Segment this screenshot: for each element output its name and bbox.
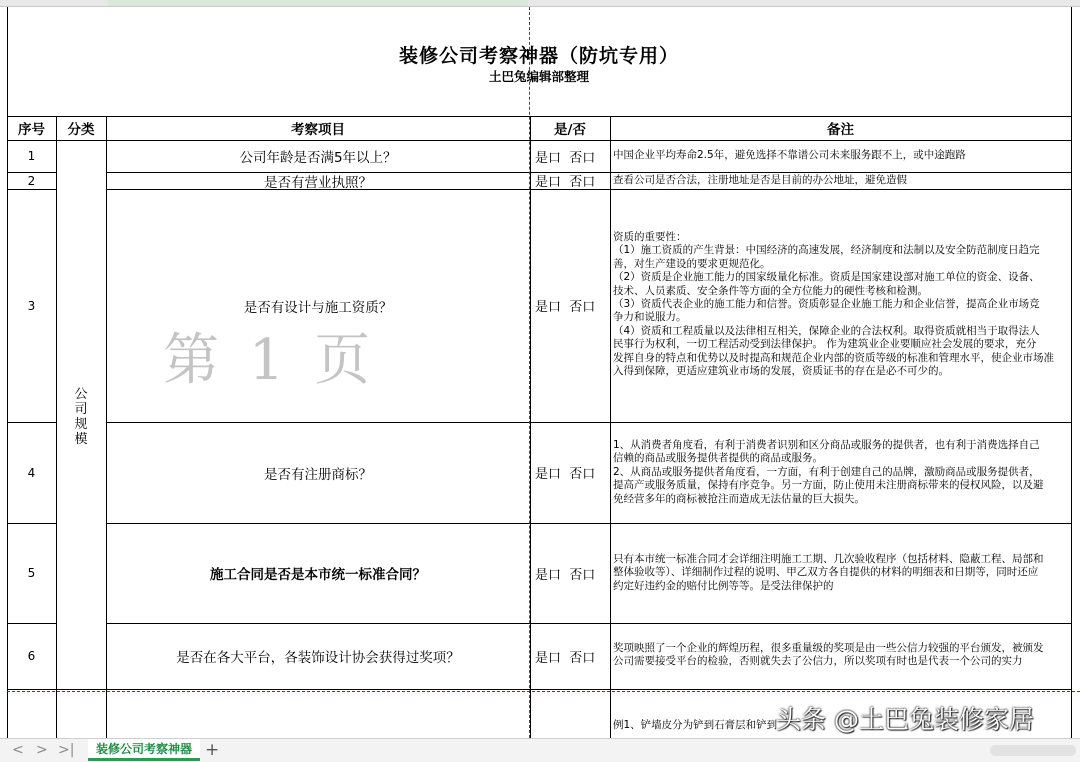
row-note[interactable] bbox=[610, 172, 1071, 189]
sheet-title: 装修公司考察神器（防坑专用） bbox=[398, 45, 679, 67]
row-note[interactable] bbox=[610, 140, 1071, 172]
row-yesno[interactable]: 是口 否口 bbox=[535, 300, 596, 315]
note-line: 发挥自身的特点和优势以及时提高和规范企业内部的资质等级的标准和管理水平，使企业市场准 bbox=[613, 351, 1054, 364]
note-line: 只有本市统一标准合同才会详细注明施工工期、几次验收程序（包括材料、隐蔽工程、局部和 bbox=[613, 553, 1044, 565]
note-line: （2）资质是企业施工能力的国家级量化标准。资质是国家建设部对施工单位的资金、设备、 bbox=[613, 271, 1040, 284]
category-cell[interactable] bbox=[56, 387, 106, 447]
row-question[interactable]: 是否有设计与施工资质？ bbox=[243, 299, 393, 316]
note-line: 免经营多年的商标被抢注而造成无法估量的巨大损失。 bbox=[613, 492, 865, 505]
header-note[interactable]: 备注 bbox=[827, 122, 854, 138]
row-question[interactable]: 是否有营业执照？ bbox=[264, 174, 372, 189]
category-char: 公 bbox=[74, 387, 88, 402]
horizontal-scrollbar[interactable] bbox=[990, 745, 1076, 756]
grid-line bbox=[7, 689, 1071, 690]
page-number-mark: 第 1 页 bbox=[163, 328, 377, 393]
row-note[interactable] bbox=[610, 439, 1071, 509]
prev-sheet-icon[interactable]: < bbox=[12, 742, 24, 758]
row-yesno[interactable]: 是口 否口 bbox=[535, 567, 596, 583]
row-index[interactable]: 6 bbox=[27, 649, 36, 663]
note-line: （1）施工资质的产生背景：中国经济的高速发展，经济制度和法制以及安全防范制度日趋完 bbox=[613, 244, 1040, 257]
header-category[interactable]: 分类 bbox=[67, 122, 95, 138]
category-char: 司 bbox=[74, 402, 88, 417]
note-line: 争力和说服力。 bbox=[613, 311, 687, 324]
note-line: 查看公司是否合法，注册地址是否是目前的办公地址，避免造假 bbox=[613, 173, 907, 186]
category-char: 规 bbox=[74, 417, 88, 432]
next-sheet-icon[interactable]: > bbox=[36, 742, 48, 758]
sheet-subtitle: 土巴兔编辑部整理 bbox=[488, 69, 589, 84]
note-line: 提高产或服务质量，保持有序竞争。另一方面，防止使用未注册商标带来的侵权风险，以及避 bbox=[613, 479, 1044, 492]
row-question[interactable]: 是否有注册商标？ bbox=[264, 466, 372, 483]
note-line: 资质的重要性： bbox=[613, 231, 687, 243]
note-line: 民事行为权利，一切工程活动受到法律保护。 作为建筑业企业要顺应社会发展的要求，充分 bbox=[613, 338, 1037, 351]
row-yesno[interactable]: 是口 否口 bbox=[535, 650, 596, 666]
category-char: 模 bbox=[74, 432, 88, 447]
note-line: 善，对生产建设的要求更规范化。 bbox=[613, 257, 771, 270]
note-line: 例1、铲墙皮分为铲到石膏层和铲到 bbox=[613, 719, 778, 731]
row-index[interactable]: 1 bbox=[27, 149, 36, 163]
last-sheet-icon[interactable]: >| bbox=[58, 742, 75, 758]
note-line: 中国企业平均寿命2.5年，避免选择不靠谱公司未来服务跟不上，或中途跑路 bbox=[613, 149, 966, 162]
header-yesno[interactable]: 是/否 bbox=[554, 122, 586, 138]
header-item[interactable]: 考察项目 bbox=[291, 122, 345, 138]
row-index[interactable]: 5 bbox=[27, 566, 36, 580]
row-note[interactable] bbox=[610, 642, 1071, 672]
note-line: 技术、人员素质、安全条件等方面的全方位能力的硬性考核和检测。 bbox=[613, 284, 928, 297]
row-index[interactable]: 2 bbox=[27, 173, 36, 188]
note-line: 2、从商品或服务提供者角度看，一方面，有利于创建自己的品牌，激励商品或服务提供者， bbox=[613, 465, 1040, 478]
grid-line bbox=[1071, 7, 1072, 738]
note-line: 入得到保障，更适应建筑业市场的发展，资质证书的存在是必不可少的。 bbox=[613, 365, 949, 378]
note-line: 奖项映照了一个企业的辉煌历程，很多重量级的奖项是由一些公信力较强的平台颁发，被颁发 bbox=[613, 642, 1044, 654]
sheet-tab-bar bbox=[0, 738, 1080, 762]
page-break-horizontal bbox=[7, 691, 1080, 692]
note-line: （4）资质和工程质量以及法律相互相关，保障企业的合法权利。取得资质就相当于取得法人 bbox=[613, 324, 1040, 337]
column-header-strip bbox=[0, 0, 1080, 7]
row-yesno[interactable]: 是口 否口 bbox=[535, 150, 596, 166]
row-note[interactable] bbox=[610, 553, 1071, 597]
watermark: 头条 @土巴兔装修家居 bbox=[776, 705, 1034, 734]
add-sheet-icon[interactable]: + bbox=[205, 740, 220, 760]
sheet-tab-active[interactable]: 装修公司考察神器 bbox=[88, 739, 200, 761]
row-note[interactable] bbox=[610, 231, 1071, 381]
page-break-vertical bbox=[529, 7, 530, 738]
note-line: 整体验收等）、详细制作过程的说明、甲乙双方各自提供的材料的明细表和日期等，同时还应 bbox=[613, 566, 1039, 579]
note-line: 信赖的商品或服务提供者提供的商品或服务。 bbox=[613, 452, 823, 465]
row-yesno[interactable]: 是口 否口 bbox=[535, 175, 596, 189]
row-question[interactable]: 公司年龄是否满5年以上？ bbox=[239, 150, 397, 166]
row-yesno[interactable]: 是口 否口 bbox=[535, 467, 596, 482]
note-line: 公司需要接受平台的检验，否则就失去了公信力，所以奖项有时也是代表一个公司的实力 bbox=[613, 655, 1023, 668]
note-line: 约定好违约金的赔付比例等等。是受法律保护的 bbox=[613, 579, 834, 592]
selected-column-highlight bbox=[108, 0, 528, 6]
row-question[interactable]: 是否在各大平台，各装饰设计协会获得过奖项？ bbox=[176, 650, 460, 666]
header-index[interactable]: 序号 bbox=[18, 122, 45, 138]
row-index[interactable]: 3 bbox=[27, 298, 36, 313]
spreadsheet-grid[interactable] bbox=[0, 7, 1080, 738]
row-question[interactable]: 施工合同是否是本市统一标准合同？ bbox=[210, 567, 426, 583]
note-line: 1、从消费者角度看，有利于消费者识别和区分商品或服务的提供者，也有利于消费选择自己 bbox=[613, 439, 1040, 451]
row-index[interactable]: 4 bbox=[27, 465, 36, 480]
note-line: （3）资质代表企业的施工能力和信誉。资质彰显企业施工能力和企业信誉，提高企业市场竞 bbox=[613, 298, 1040, 311]
